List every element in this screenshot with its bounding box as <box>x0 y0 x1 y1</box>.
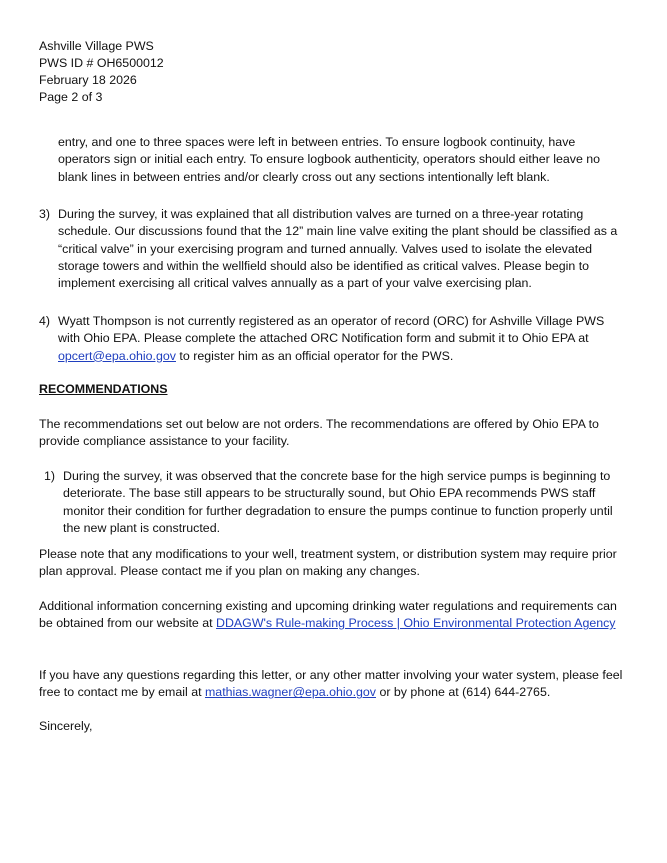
opcert-email-link[interactable]: opcert@epa.ohio.gov <box>58 348 176 363</box>
item-text <box>58 313 628 365</box>
recommendation-text: During the survey, it was observed that the concrete base for the high service pumps is beginning to deteriorate. The base still appears to be structurally sound, but Ohio EPA recommends PWS staff monitor their condition for further degradation to ensure the pumps continue to function properly until the new plant is constructed. <box>63 469 613 535</box>
item-text-before: Wyatt Thompson is not currently registered as an operator of record (ORC) for Ashville Village PWS with Ohio EPA. Please complete the attached ORC Notification form and submit it to Ohio EPA at <box>58 314 605 346</box>
contact-phone-text: or by phone at (614) 644-2765. <box>376 685 551 700</box>
contact-email-link[interactable]: mathias.wagner@epa.ohio.gov <box>204 685 376 700</box>
contact-text: If you have any questions regarding this letter, or any other matter involving your water system, please feel free to contact me by email at <box>39 668 623 700</box>
recommendations-heading: RECOMMENDATIONS <box>39 382 168 396</box>
letter-header <box>39 38 164 106</box>
item-text: During the survey, it was explained that all distribution valves are turned on a three-year rotating schedule. Our discussions found that the 12” main line valve exiting the plant should be classified as a “critical valve” in your exercising program and turned annually. Valves used to isolate the elevated storage towers and within the wellfield should also be identified as critical valves. Please begin to implement exercising all critical valves annually as a part of your valve exercising plan. <box>58 207 618 291</box>
item-number: 3) <box>39 207 51 221</box>
additional-info <box>39 598 631 633</box>
item-number: 4) <box>39 314 51 328</box>
approval-note: Please note that any modifications to your well, treatment system, or distribution system may require prior plan approval. Please contact me if you plan on making any changes. <box>39 547 617 579</box>
recommendations-intro: The recommendations set out below are not orders. The recommendations are offered by Ohio EPA to provide compliance assistance to your facility. <box>39 417 599 449</box>
signoff: Sincerely, <box>39 719 93 733</box>
letter-date: February 18 2026 <box>39 73 137 87</box>
rulemaking-link[interactable]: DDAGW's Rule-making Process | Ohio Environmental Protection Agency <box>216 616 616 631</box>
additional-info-text: Additional information concerning existing and upcoming drinking water regulations and requirements can be obtained from our website at <box>39 599 617 631</box>
continuation-text: entry, and one to three spaces were left in between entries. To ensure logbook continuity, have operators sign or initial each entry. To ensure logbook authenticity, operators should either leave no blank lines in between entries and/or clearly cross out any sections intentionally left blank. <box>58 135 601 184</box>
page-label: Page 2 of 3 <box>39 90 103 104</box>
pws-id: PWS ID # OH6500012 <box>39 56 164 70</box>
contact-paragraph <box>39 667 627 702</box>
recommendation-number: 1) <box>44 469 56 483</box>
item-text-after: to register him as an official operator for the PWS. <box>175 348 454 363</box>
system-name: Ashville Village PWS <box>39 39 154 53</box>
